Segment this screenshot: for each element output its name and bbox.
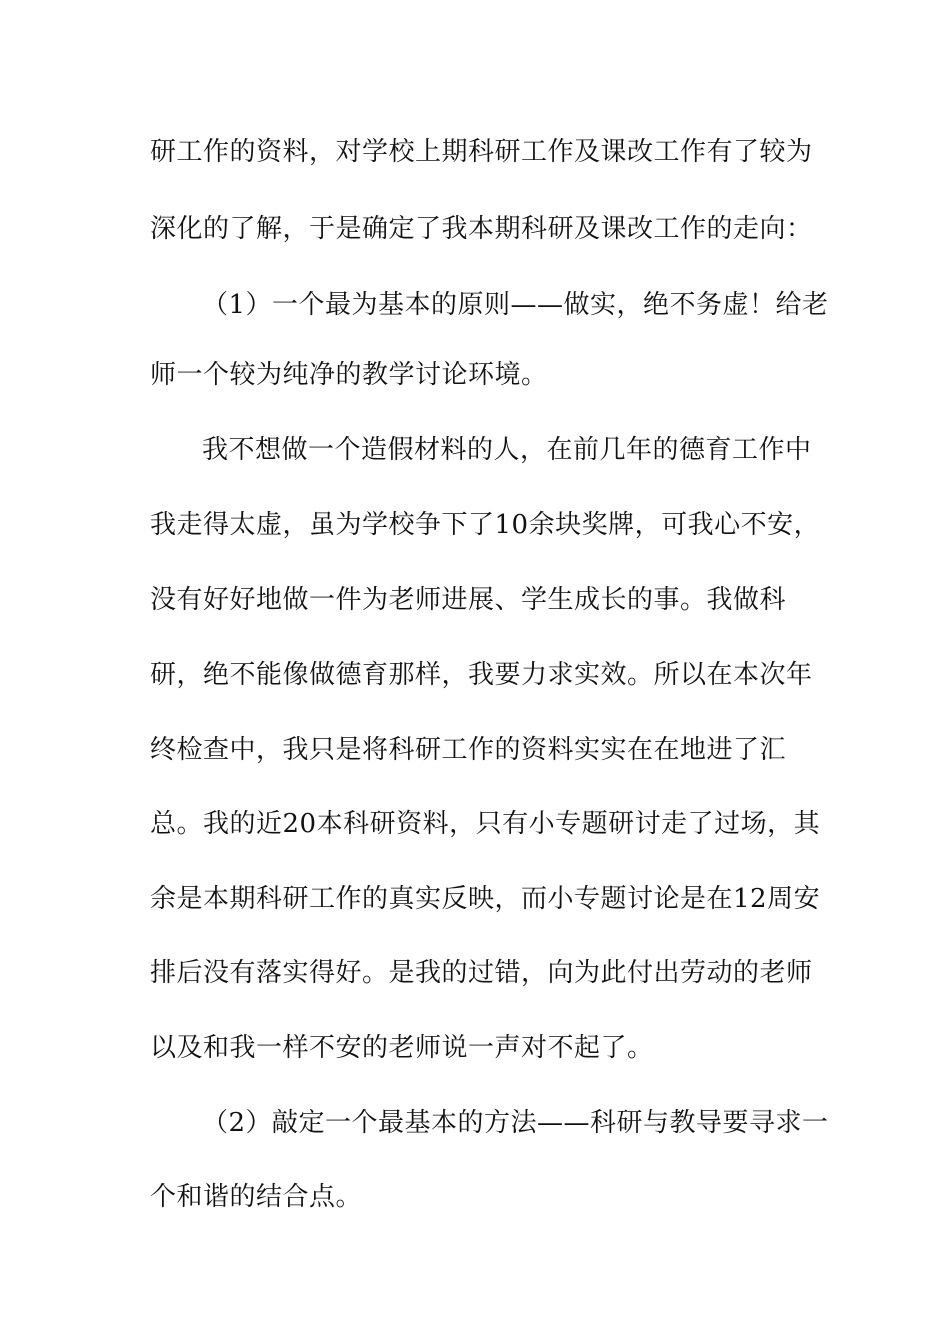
text-line-8: 研，绝不能像做德育那样，我要力求实效。所以在本次年 [150, 660, 813, 690]
text-line-6: 我走得太虚，虽为学校争下了10余块奖牌，可我心不安， [150, 510, 821, 540]
text-line-3: （1）一个最为基本的原则——做实，绝不务虚！给老 [202, 290, 829, 320]
text-line-14: （2）敲定一个最基本的方法——科研与教导要寻求一 [202, 1108, 829, 1138]
text-line-11: 余是本期科研工作的真实反映，而小专题讨论是在12周安 [150, 884, 821, 914]
text-line-12: 排后没有落实得好。是我的过错，向为此付出劳动的老师 [150, 958, 813, 988]
text-line-15: 个和谐的结合点。 [150, 1182, 363, 1212]
text-line-1: 研工作的资料，对学校上期科研工作及课改工作有了较为 [150, 137, 813, 167]
text-line-4: 师一个较为纯净的教学讨论环境。 [150, 360, 548, 390]
text-line-9: 终检查中，我只是将科研工作的资料实实在在地进了汇 [150, 735, 787, 765]
text-line-13: 以及和我一样不安的老师说一声对不起了。 [150, 1033, 654, 1063]
text-line-10: 总。我的近20本科研资料，只有小专题研讨走了过场，其 [150, 809, 821, 839]
text-line-5: 我不想做一个造假材料的人，在前几年的德育工作中 [202, 435, 812, 465]
text-line-7: 没有好好地做一件为老师进展、学生成长的事。我做科 [150, 585, 787, 615]
text-line-2: 深化的了解，于是确定了我本期科研及课改工作的走向： [150, 214, 813, 244]
